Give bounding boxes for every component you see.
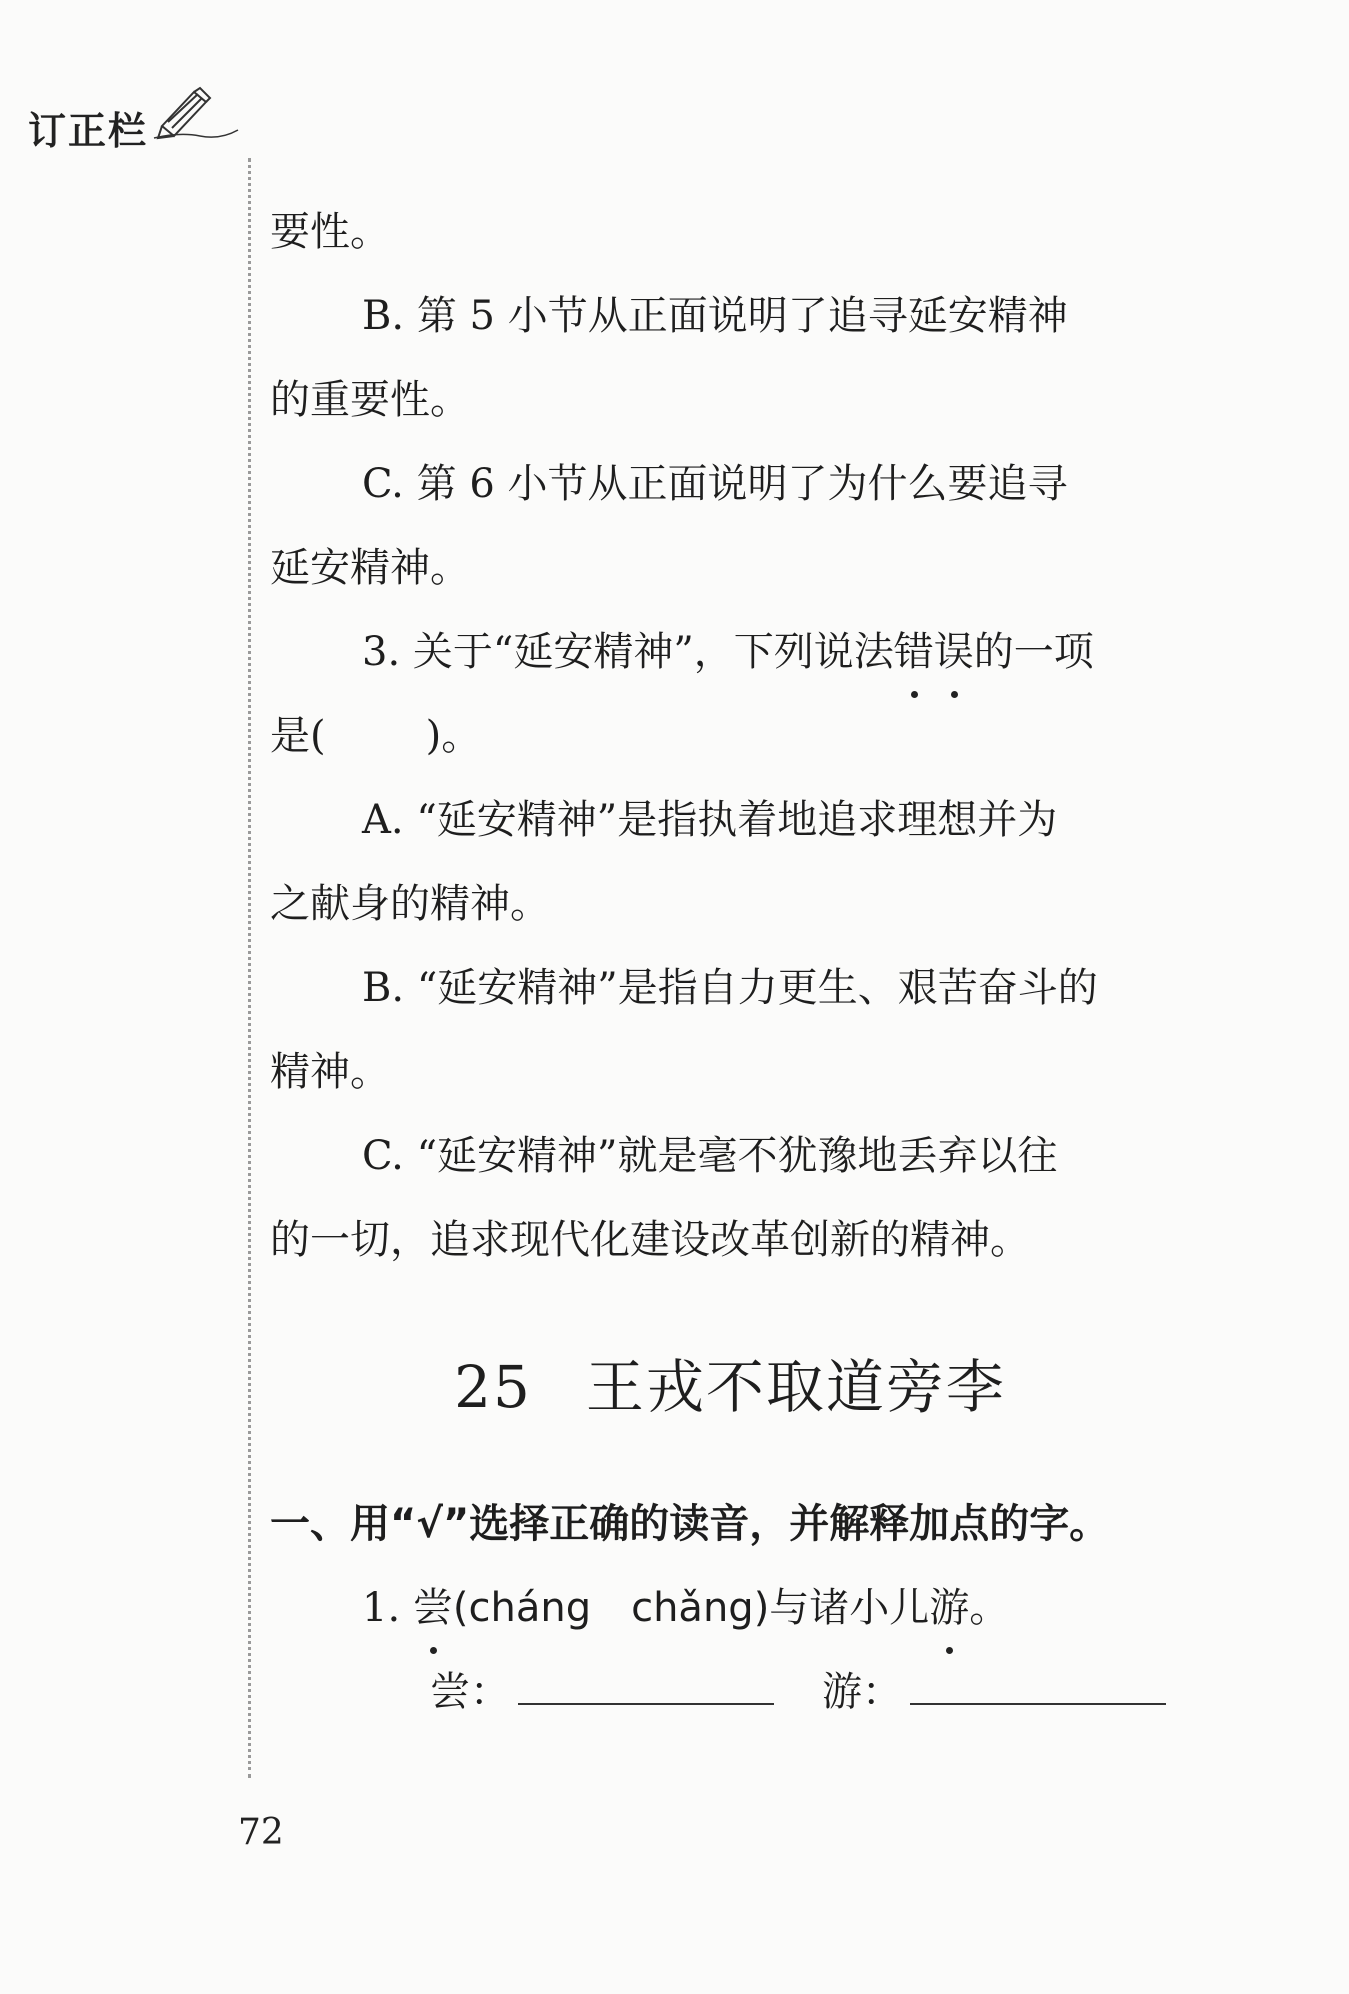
option-c-line: C. “延安精神”就是毫不犹豫地丢弃以往 (362, 1133, 1058, 1179)
margin-dotted-guide (248, 158, 251, 1778)
dotted-char: 尝 (413, 1566, 453, 1650)
option-a-line: A. “延安精神”是指执着地追求理想并为 (362, 797, 1058, 843)
text-line: 的一切，追求现代化建设改革创新的精神。 (270, 1217, 1030, 1263)
paren-close: )。 (425, 713, 482, 759)
question-3 (270, 610, 1230, 694)
blank-label: 尝： (430, 1669, 510, 1715)
page-content (270, 190, 1230, 1734)
question-3-prefix: 3. 关于“延安精神”，下列说法 (362, 629, 894, 675)
answer-row (270, 1650, 1230, 1734)
page-number: 72 (238, 1812, 284, 1853)
question-3-suffix: 的一项 (973, 629, 1094, 675)
text-line: 的重要性。 (270, 377, 470, 423)
answer-blank[interactable] (518, 1673, 774, 1705)
blank-label: 游： (822, 1669, 902, 1715)
question-1 (270, 1566, 1230, 1650)
text-line: 精神。 (270, 1049, 390, 1095)
text-line: 延安精神。 (270, 545, 470, 591)
dotted-char: 游 (929, 1566, 969, 1650)
paren-open: 是( (270, 713, 326, 759)
question-text: 与诸小儿 (769, 1585, 930, 1631)
answer-blank[interactable] (910, 1673, 1166, 1705)
text-line: 之献身的精神。 (270, 881, 550, 927)
dotted-char: 错 (894, 610, 934, 694)
answer-parentheses[interactable] (270, 694, 1230, 778)
correction-column-label: 订正栏 (28, 109, 149, 153)
option-b-line: B. “延安精神”是指自力更生、艰苦奋斗的 (362, 965, 1098, 1011)
chapter-title (270, 1340, 1230, 1424)
option-c-line: C. 第 6 小节从正面说明了为什么要追寻 (362, 461, 1068, 507)
text-line: 要性。 (270, 209, 390, 255)
question-end: 。 (969, 1585, 1010, 1631)
option-b-line: B. 第 5 小节从正面说明了追寻延安精神 (362, 293, 1068, 339)
question-number: 1. (362, 1585, 401, 1631)
dotted-char: 误 (934, 610, 974, 694)
section-heading: 一、用“√”选择正确的读音，并解释加点的字。 (270, 1501, 1110, 1547)
chapter-number: 25 (454, 1353, 532, 1421)
chapter-name: 王戎不取道旁李 (585, 1353, 1006, 1421)
pencil-icon (150, 86, 240, 142)
pinyin-choices[interactable]: (cháng chǎng) (452, 1585, 770, 1631)
